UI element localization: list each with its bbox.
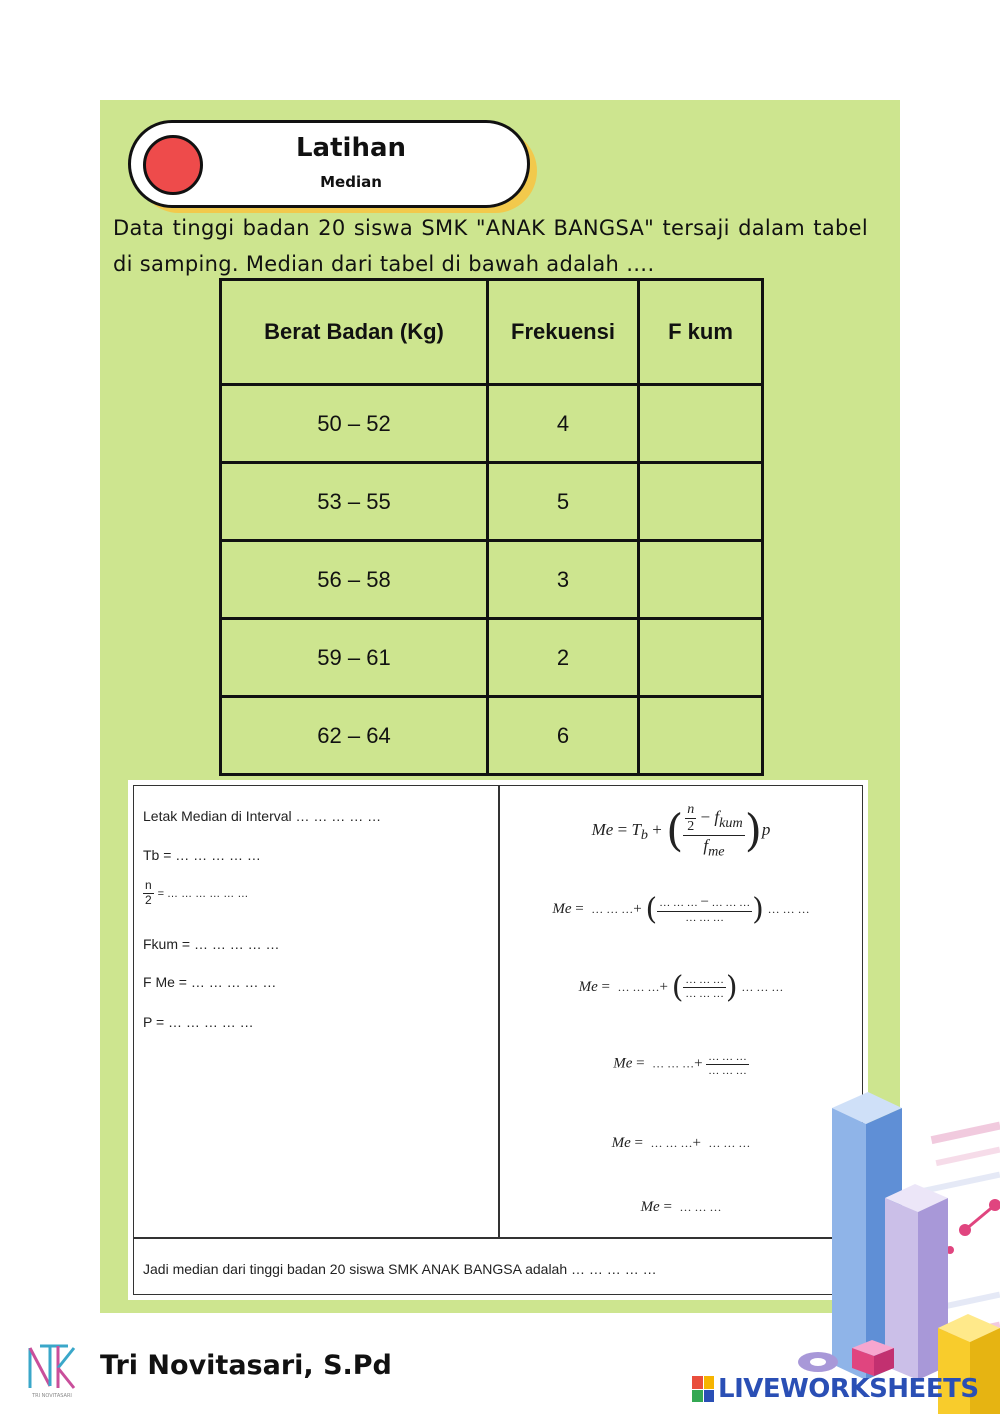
- cell-interval: 56 – 58: [221, 541, 488, 619]
- blank: … … …: [708, 1051, 747, 1063]
- n-half-line[interactable]: [143, 879, 248, 908]
- minus: −: [700, 894, 709, 911]
- n-half-num: n: [145, 878, 152, 892]
- eq: =: [634, 1135, 643, 1151]
- plus: +: [652, 819, 662, 839]
- worksheet-box: [128, 780, 868, 1300]
- main-fraction-den: [701, 836, 726, 860]
- header-fkum: F kum: [639, 280, 763, 385]
- plus: +: [694, 1055, 703, 1072]
- tb-symbol: T: [631, 819, 641, 839]
- table-row: [221, 463, 763, 541]
- cell-fkum-input[interactable]: [639, 463, 763, 541]
- sub-fraction: [706, 1051, 749, 1077]
- cell-fkum-input[interactable]: [639, 385, 763, 463]
- n-half-value: = … … … … … …: [157, 888, 249, 900]
- plus: +: [633, 900, 642, 917]
- cell-interval: 53 – 55: [221, 463, 488, 541]
- blank: … … …: [650, 1136, 693, 1150]
- me-symbol: Me: [591, 819, 614, 839]
- main-fraction: [683, 802, 744, 860]
- cell-fkum-input[interactable]: [639, 697, 763, 775]
- p-symbol: p: [761, 819, 771, 839]
- median-interval-line[interactable]: Letak Median di Interval … … … … …: [143, 808, 382, 824]
- header-frequency: Frekuensi: [488, 280, 639, 385]
- open-paren: (: [666, 805, 684, 857]
- ntk-logo-icon: [24, 1340, 80, 1400]
- liveworksheets-logo-icon: [692, 1376, 714, 1402]
- substitution-line-2[interactable]: [499, 970, 863, 1005]
- open-paren: (: [645, 892, 658, 927]
- cell-frequency: 6: [488, 697, 639, 775]
- eq: =: [636, 1055, 645, 1072]
- brand-text: LIVEWORKSHEETS: [718, 1374, 979, 1404]
- cell-frequency: 4: [488, 385, 639, 463]
- blank: … … …: [708, 1136, 751, 1150]
- open-paren: (: [671, 970, 684, 1005]
- me-symbol: Me: [578, 978, 598, 995]
- blank: … … …: [652, 1056, 695, 1071]
- n-half-den: 2: [145, 892, 152, 907]
- header-weight: Berat Badan (Kg): [221, 280, 488, 385]
- cell-frequency: 3: [488, 541, 639, 619]
- p-line[interactable]: P = … … … … …: [143, 1014, 254, 1030]
- cell-interval: 50 – 52: [221, 385, 488, 463]
- blank: … … …: [711, 897, 751, 910]
- f-symbol: f: [714, 807, 720, 827]
- blank: … … …: [767, 901, 810, 916]
- tb-line[interactable]: Tb = … … … … …: [143, 847, 261, 863]
- blank: … … …: [708, 1064, 747, 1077]
- blank: … … …: [679, 1200, 722, 1214]
- red-dot-icon: [143, 135, 203, 195]
- page-title: Latihan: [295, 133, 407, 163]
- question-text: Data tinggi badan 20 siswa SMK "ANAK BANGSA" tersaji dalam tabel di samping. Median dari tabel di bawah adalah ….: [113, 216, 868, 276]
- cell-interval: 59 – 61: [221, 619, 488, 697]
- median-formula: [499, 802, 863, 860]
- n-symbol: n: [687, 802, 695, 817]
- cell-fkum-input[interactable]: [639, 619, 763, 697]
- fkum-line[interactable]: Fkum = … … … … …: [143, 936, 280, 952]
- eq: =: [575, 900, 584, 917]
- worksheet-frame: [133, 785, 863, 1295]
- table-row: [221, 619, 763, 697]
- logo-caption: TRI NOVITASARI: [32, 1393, 72, 1399]
- bar-chart-illustration: [790, 1080, 1000, 1414]
- eq: =: [601, 978, 610, 995]
- cell-frequency: 2: [488, 619, 639, 697]
- fkum-sub: kum: [719, 814, 743, 831]
- f-symbol: f: [703, 836, 709, 856]
- table-row: [221, 697, 763, 775]
- substitution-line-1[interactable]: [499, 892, 863, 927]
- eq: =: [663, 1199, 672, 1215]
- two-symbol: 2: [687, 819, 695, 835]
- blank: … … …: [659, 897, 698, 910]
- close-paren: ): [744, 805, 762, 857]
- tb-sub: b: [640, 827, 648, 844]
- fme-line[interactable]: F Me = … … … … …: [143, 974, 277, 990]
- blank: … … …: [685, 912, 724, 925]
- blank: … … …: [685, 988, 724, 1000]
- blank: … … …: [685, 974, 724, 987]
- sub-fraction: [657, 894, 752, 925]
- minus: −: [700, 807, 711, 827]
- table-row: [221, 541, 763, 619]
- cell-frequency: 5: [488, 463, 639, 541]
- main-fraction-num: [683, 802, 744, 836]
- eq: =: [617, 819, 628, 839]
- author-logo: [24, 1340, 80, 1400]
- cell-interval: 62 – 64: [221, 697, 488, 775]
- liveworksheets-brand: [692, 1372, 979, 1406]
- me-symbol: Me: [611, 1135, 631, 1151]
- blank: … … …: [591, 901, 634, 916]
- sub-fraction: [683, 974, 726, 1000]
- me-symbol: Me: [552, 900, 572, 917]
- divider-horizontal: [134, 1237, 862, 1239]
- substitution-line-3[interactable]: [499, 1051, 863, 1077]
- table-row: [221, 385, 763, 463]
- plus: +: [692, 1135, 701, 1151]
- conclusion-text[interactable]: Jadi median dari tinggi badan 20 siswa SMK ANAK BANGSA adalah … … … … …: [143, 1261, 657, 1277]
- frequency-table: [219, 278, 764, 776]
- cell-fkum-input[interactable]: [639, 541, 763, 619]
- table-header-row: [221, 280, 763, 385]
- me-symbol: Me: [613, 1055, 633, 1072]
- plus: +: [659, 978, 668, 995]
- page-subtitle: Median: [320, 173, 382, 191]
- sub-fraction-num: [657, 894, 752, 912]
- me-symbol: Me: [640, 1199, 660, 1215]
- close-paren: ): [752, 892, 764, 927]
- close-paren: ): [725, 970, 738, 1005]
- title-badge: [128, 120, 530, 208]
- blank: … … …: [741, 979, 784, 994]
- fme-sub: me: [708, 843, 725, 860]
- blank: … … …: [617, 979, 660, 994]
- author-name: Tri Novitasari, S.Pd: [100, 1350, 392, 1381]
